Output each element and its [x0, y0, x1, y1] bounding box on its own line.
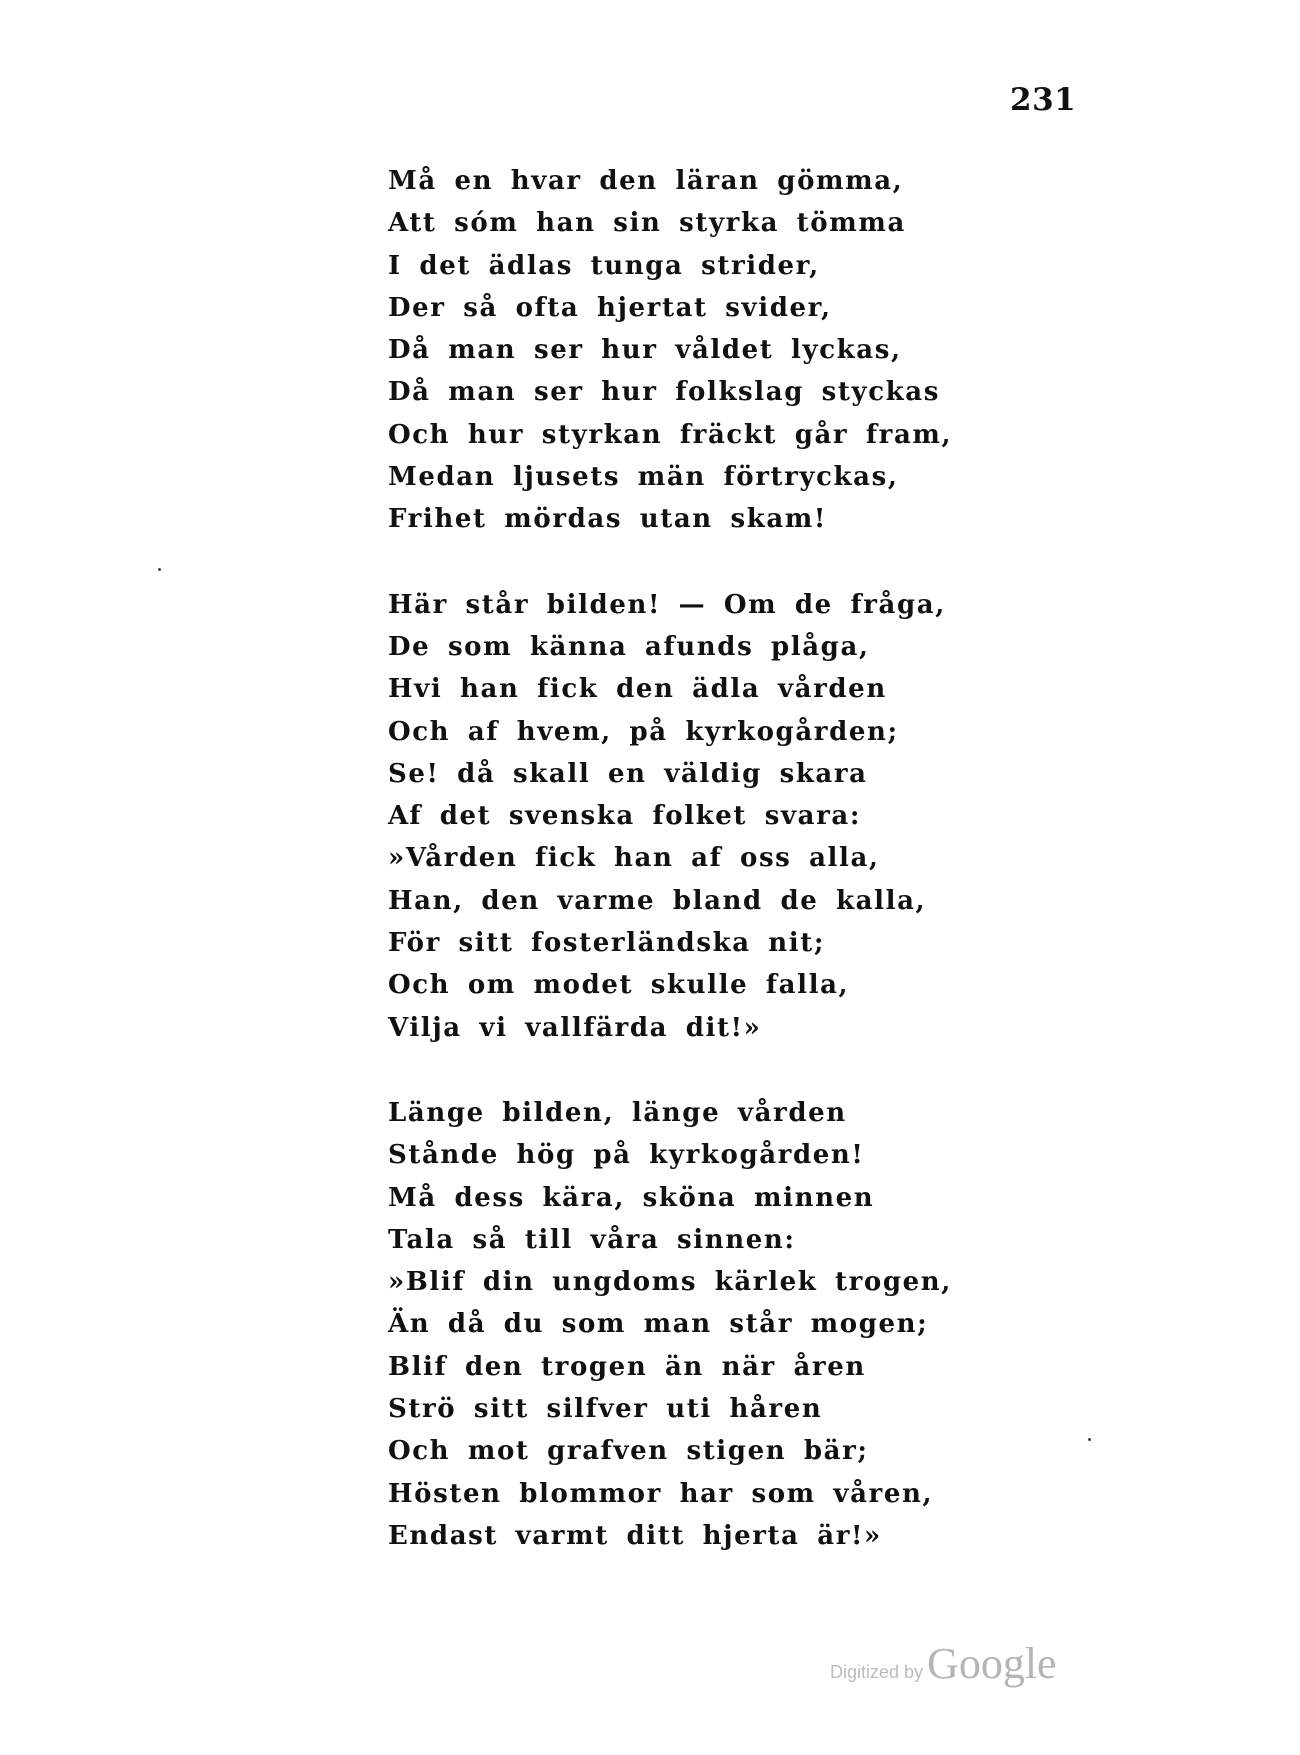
poem-line: Medan ljusets män förtryckas, [388, 462, 899, 493]
poem-line: Der så ofta hjertat svider, [388, 292, 832, 323]
stanza-1 [388, 160, 1208, 541]
poem-line: Hvi han fick den ädla vården [388, 674, 887, 705]
poem-line: I det ädlas tunga strider, [388, 250, 820, 281]
poem-line: »Vården fick han af oss alla, [388, 843, 880, 874]
poem-line: Hösten blommor har som våren, [388, 1478, 934, 1509]
watermark-label: Digitized by [830, 1662, 924, 1682]
poem-line: Må dess kära, sköna minnen [388, 1182, 875, 1213]
stanza-3 [388, 1092, 1208, 1557]
poem-line: Stånde hög på kyrkogården! [388, 1140, 865, 1171]
poem-line: Och hur styrkan fräckt går fram, [388, 419, 953, 450]
poem-line: Här står bilden! — Om de fråga, [388, 589, 946, 620]
poem-line: Af det svenska folket svara: [388, 801, 862, 832]
page-number: 231 [1010, 82, 1077, 118]
digitized-by-google-watermark [830, 1638, 1057, 1689]
poem-line: »Blif din ungdoms kärlek trogen, [388, 1267, 952, 1298]
poem-line: Strö sitt silfver uti håren [388, 1394, 823, 1425]
poem-line: Och mot grafven stigen bär; [388, 1436, 869, 1467]
scan-speck [158, 568, 161, 571]
poem-line: Vilja vi vallfärda dit!» [388, 1012, 762, 1043]
poem-line: Tala så till våra sinnen: [388, 1224, 796, 1255]
poem-line: Må en hvar den läran gömma, [388, 166, 904, 196]
poem-line: Än då du som man står mogen; [388, 1309, 929, 1340]
poem-line: Länge bilden, länge vården [388, 1097, 847, 1128]
poem-line: Och af hvem, på kyrkogården; [388, 716, 899, 747]
poem-line: För sitt fosterländska nit; [388, 928, 826, 959]
poem [388, 160, 1208, 1557]
stanza-2 [388, 584, 1208, 1049]
poem-line: Blif den trogen än när åren [388, 1351, 866, 1382]
poem-line: Då man ser hur folkslag styckas [388, 377, 940, 408]
poem-line: Frihet mördas utan skam! [388, 504, 827, 535]
poem-line: Han, den varme bland de kalla, [388, 885, 927, 916]
poem-line: Endast varmt ditt hjerta är!» [388, 1520, 882, 1551]
poem-line: Se! då skall en väldig skara [388, 758, 868, 789]
google-logo: Google [927, 1639, 1057, 1688]
poem-line: Då man ser hur våldet lyckas, [388, 335, 902, 366]
poem-line: De som känna afunds plåga, [388, 631, 870, 662]
poem-line: Att sóm han sin styrka tömma [388, 208, 906, 239]
poem-line: Och om modet skulle falla, [388, 970, 850, 1001]
scan-speck [1088, 1438, 1091, 1441]
